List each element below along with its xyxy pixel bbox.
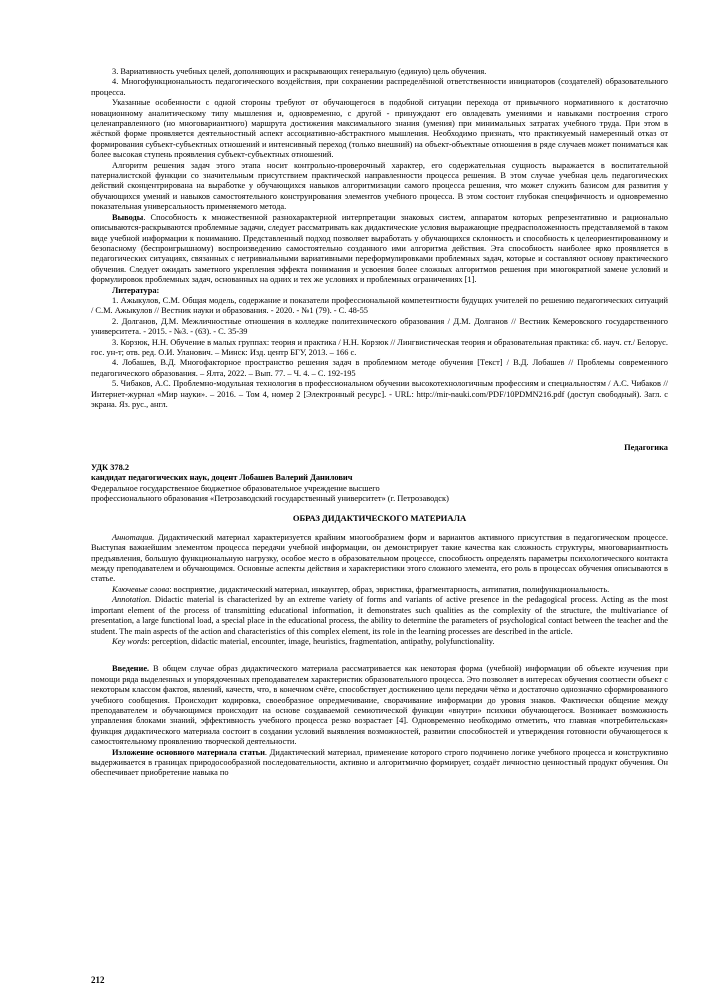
list-item-3: 3. Вариативность учебных целей, дополняющих и раскрывающих генеральную (единую) цель обучения. [112,67,487,76]
keywords-ru: Ключевые слова: восприятие, дидактический материал, инкаунтер, образ, эвристика, фрагментарность, антипатия, полифункциональность. [112,584,610,594]
abstract-label: Аннотация. [112,532,155,542]
paragraph-algorithm: Алгоритм решения задач этого этапа носит контрольно-проверочный характер, его содержательная сущность выражается в воспитательной патерналистской функции со значительным присутствием практической направленности процесса решения. В этом случае учебная цель педагогических действий сконцентрирована на выработке у обучающихся навыков алгоритмизации самого процесса решения, что может служить базисом для развития у обучающихся умений и навыков самостоятельного конструирования элементов учебного процесса. В этом состоит глубокая специфичность и одновременно показательная универсальность применяемого метода. [91,160,668,212]
paragraph-features: Указанные особенности с одной стороны требуют от обучающегося в подобной ситуации перехода от привычного нормативного к достаточно новационному аналитическому типу мышления и, одновременно, с другой - принуждают его овладевать умениями и навыками построения строго целенаправленного (но многовариантного) маршрута достижения максимального знания (умения) при минимальных затратах учебного труда. При этом в жёсткой форме проявляется деятельностный аспект ассоциативно-абстрактного мышления. Необходимо признать, что практикуемый намеренный отказ от формирования субъект-субъектных отношений и интенсивный переход (только внешний) на объект-объектные отношения в ряде случаев может пониматься как более высокая ступень проявления субъект-субъектных отношений. [91,98,668,160]
list-item-4: 4. Многофункциональность педагогического воздействия, при сохранении распределённой ответственности инициаторов (создателей) образовательного процесса. [91,77,668,97]
keywords-label: Ключевые слова [112,584,170,594]
key-words-label: Key words [112,636,148,646]
section-heading: Педагогика [624,443,668,453]
conclusions-text: . Способность к множественной разнохарактерной интерпретации знаковых систем, аппаратом которых репрезентативно и рационально описываются-раскрываются проблемные задачи, следует рассматривать как дидактические условия выражающие предрасположенность представляемой в таком виде учебной информации к пониманию. Представленный подход позволяет выработать у обучающихся склонность и способность к целеориентированному и безопасному (беспроигрышному) воспроизведению самостоятельно созданного ими алгоритма действия. Эта способность наиболее ярко проявляется в педагогических ситуациях, связанных с нетривиальными вариативными переформулировками проблемных задач, которые и составляют основу практического обучения. Следует ожидать заметного укрепления эффекта понимания и усвоения более сложных алгоритмов решения при многократной замене условий и формулировок проблемных задач, основанных на одних и тех же условиях и проблемных ограничениях [1]. [91,212,668,285]
introduction-paragraph: Введение. В общем случае образ дидактического материала рассматривается как некоторая форма (учебной) информации об объекте изучения при помощи ряда выделенных и упорядоченных преподавателем характеристик образовательного процесса. Это позволяет в интересах обучения соотнести объект с некоторым классом фактов, явлений, качеств, что, в конечном счёте, способствует достижению цели передачи чётко и достаточно однозначно сформированного учебного сообщения. Происходит кодировка, своеобразное опредмечивание, сворачивание информации до уровня знаков. Фактически общение между преподавателем и обучающимся происходит на основе создаваемой семиотической функции «внутри» психики обучающегося. Возникает возможность управления блоками знаний, эффективность учебного процесса резко возрастает [4]. Одновременно необходимо отметить, что главная «потребительская» функция дидактического материала состоит в создании условий выявления возможностей, развитии способностей и утверждения готовности обучающегося к самостоятельному проявлению творческой деятельности. [91,664,668,747]
reference-item: 5. Чибаков, А.С. Проблемно-модульная технология в профессиональном обучении высокотехнологичным профессиям и специальностям / А.С. Чибаков // Интернет-журнал «Мир науки». – 2016. – Том 4, номер 2 [Электронный ресурс]. - URL: http://mir-nauki.com/PDF/10PDMN216.pdf (доступ свободный). Загл. с экрана. Яз. рус., англ. [91,379,668,409]
author-line: кандидат педагогических наук, доцент Лобашев Валерий Данилович [91,473,353,483]
text-column [91,67,668,779]
introduction-label: Введение. [112,664,150,674]
conclusions-paragraph [91,213,668,286]
reference-item: 3. Корзюк, Н.Н. Обучение в малых группах: теория и практика / Н.Н. Корзюк // Лингвистическая теория и образовательная практика: сб. науч. ст./ Белорус. гос. ун-т; отв. ред. О.И. Уланович. – Минск: Изд. центр БГУ, 2013. – 166 с. [91,337,668,357]
udk-code: УДК 378.2 [91,462,130,472]
abstract-en: Annotation. Didactic material is characterized by an extreme variety of forms and variants of active presence in the pedagogical process. Acting as the most important element of the process of transmitting educational information, it demonstrates such qualities as the complexity of the structure, the multivariance of presentation, a large functional load, a special place in the educational process, the ability to determine the parameters of psychological contact between the teacher and the student. The main aspects of the action and characteristics of this complex element, its role in the learning processes are described in the article. [91,595,668,636]
annotation-label: Annotation. [112,595,152,605]
reference-item: 2. Долганов, Д.М. Межличностные отношения в колледже политехнического образования / Д.М. Долганов // Вестник Кемеровского государственного университета. - 2015. - №3. - (63). - С. 35-39 [91,316,668,337]
main-material-label: Изложение основного материала статьи [112,747,265,757]
article-title: ОБРАЗ ДИДАКТИЧЕСКОГО МАТЕРИАЛА [292,513,467,524]
reference-item: 1. Ажыкулов, С.М. Общая модель, содержание и показатели профессиональной компетентности будущих учителей по решению педагогических ситуаций / С.М. Ажыкулов // Вестник науки и образования. - 2020. - №1 (79). - С. 48-55 [91,295,668,316]
affiliation-line-2: профессионального образования «Петрозаводский государственный университет» (г. Петрозаводск) [91,494,449,504]
reference-item: 4. Лобашев, В.Д. Многофакторное пространство решения задач в проблемном методе обучения [Текст] / В.Д. Лобашев // Проблемы современного педагогического образования. – Ялта, 2022. – Вып. 77. – Ч. 4. – С. 192-195 [91,358,668,378]
keywords-en: Key words: perception, didactic material, encounter, image, heuristics, fragmentation, antipathy, polyfunctionality. [112,636,495,646]
affiliation-line-1: Федеральное государственное бюджетное образовательное учреждение высшего [91,483,380,493]
page-number: 212 [91,975,105,985]
conclusions-label: Выводы [112,212,144,222]
abstract-ru: Аннотация. Дидактический материал характеризуется крайним многообразием форм и вариантов активного присутствия в педагогическом процессе. Выступая важнейшим элементом процесса передачи учебной информации, он демонстрирует такие качества как сложность структуры, многовариантность предъявления, большую функциональную нагрузку, особое место в образовательном процессе, способность определять параметры психологического контакта между преподавателем и обучающимся. Основные аспекты действия и характеристики этого сложного элемента, его роль в процессах обучения описываются в статье. [91,532,668,584]
main-material-paragraph: Изложение основного материала статьи. Дидактический материал, применение которого строго подчинено логике учебного процесса и конструктивно выдерживается в границах природосообразной последовательности, активно и алгоритмично формирует, создаёт личностно ценностный продукт обучения. Он обеспечивает приобретение навыка по [91,747,669,778]
literature-heading: Литература: [112,285,160,295]
